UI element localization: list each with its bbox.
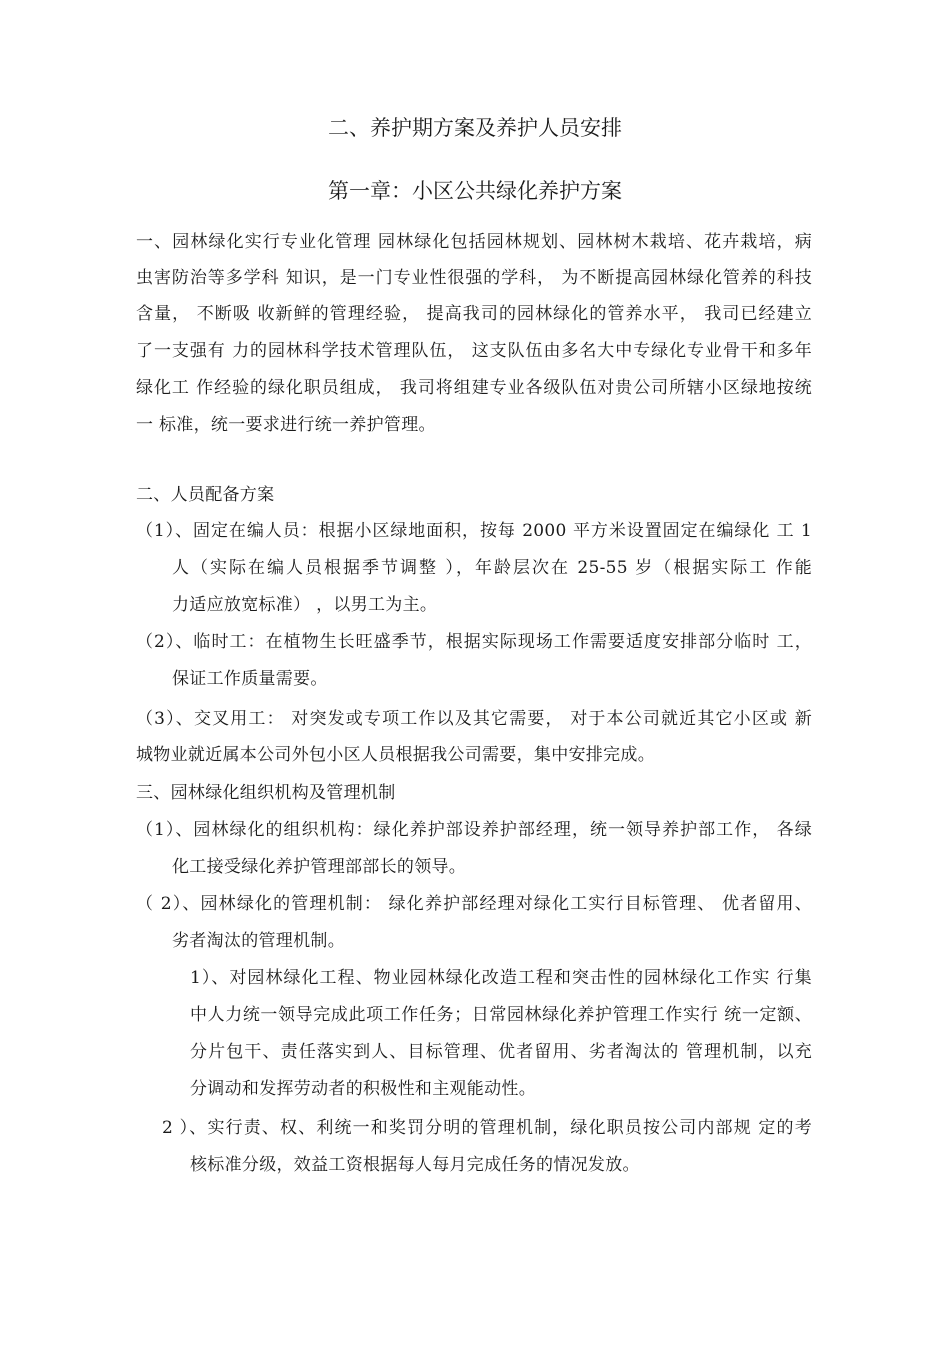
list-item-line: 城物业就近属本公司外包小区人员根据我公司需要，集中安排完成。 <box>136 745 655 765</box>
list-item-line: （3）、交叉用工： 对突发或专项工作以及其它需要， 对于本公司就近其它小区或 新 <box>136 709 812 729</box>
section-heading: 二、人员配备方案 <box>136 485 275 505</box>
list-item-line: 保证工作质量需要。 <box>172 669 328 689</box>
sub-item-line: 2 ）、实行责、权、利统一和奖罚分明的管理机制，绿化职员按公司内部规 定的考 <box>162 1118 812 1138</box>
paragraph-line: 一、园林绿化实行专业化管理 园林绿化包括园林规划、园林树木栽培、花卉栽培，病 <box>136 232 812 252</box>
chapter-title: 第一章：小区公共绿化养护方案 <box>328 179 622 203</box>
list-item-line: 化工接受绿化养护管理部部长的领导。 <box>172 857 467 877</box>
paragraph-line: 绿化工 作经验的绿化职员组成， 我司将组建专业各级队伍对贵公司所辖小区绿地按统 <box>136 378 812 398</box>
sub-item-line: 核标准分级，效益工资根据每人每月完成任务的情况发放。 <box>190 1155 640 1175</box>
document-title: 二、养护期方案及养护人员安排 <box>328 116 622 140</box>
sub-item-line: 1）、对园林绿化工程、物业园林绿化改造工程和突击性的园林绿化工作实 行集 <box>190 968 812 988</box>
paragraph-line: 了一支强有 力的园林科学技术管理队伍， 这支队伍由多名大中专绿化专业骨干和多年 <box>136 341 812 361</box>
paragraph-line: 虫害防治等多学科 知识，是一门专业性很强的学科， 为不断提高园林绿化管养的科技 <box>136 268 812 288</box>
list-item-line: 力适应放宽标准） ，以男工为主。 <box>172 595 438 615</box>
list-item-line: （1）、园林绿化的组织机构：绿化养护部设养护部经理，统一领导养护部工作， 各绿 <box>136 820 812 840</box>
list-item-line: 劣者淘汰的管理机制。 <box>172 931 345 951</box>
sub-item-line: 分片包干、责任落实到人、目标管理、优者留用、劣者淘汰的 管理机制，以充 <box>190 1042 812 1062</box>
list-item-line: （ 2）、园林绿化的管理机制： 绿化养护部经理对绿化工实行目标管理、 优者留用、 <box>136 894 812 914</box>
section-heading: 三、园林绿化组织机构及管理机制 <box>136 783 396 803</box>
list-item-line: （1）、固定在编人员：根据小区绿地面积，按每 2000 平方米设置固定在编绿化 工 1 <box>136 521 812 541</box>
sub-item-line: 分调动和发挥劳动者的积极性和主观能动性。 <box>190 1079 536 1099</box>
sub-item-line: 中人力统一领导完成此项工作任务；日常园林绿化养护管理工作实行 统一定额、 <box>190 1005 812 1025</box>
list-item-line: （2）、临时工：在植物生长旺盛季节，根据实际现场工作需要适度安排部分临时 工， <box>136 632 812 652</box>
list-item-line: 人（实际在编人员根据季节调整 ），年龄层次在 25-55 岁（根据实际工 作能 <box>172 558 812 578</box>
paragraph-line: 含量， 不断吸 收新鲜的管理经验， 提高我司的园林绿化的管养水平， 我司已经建立 <box>136 304 812 324</box>
paragraph-line: 一 标准，统一要求进行统一养护管理。 <box>136 415 436 435</box>
